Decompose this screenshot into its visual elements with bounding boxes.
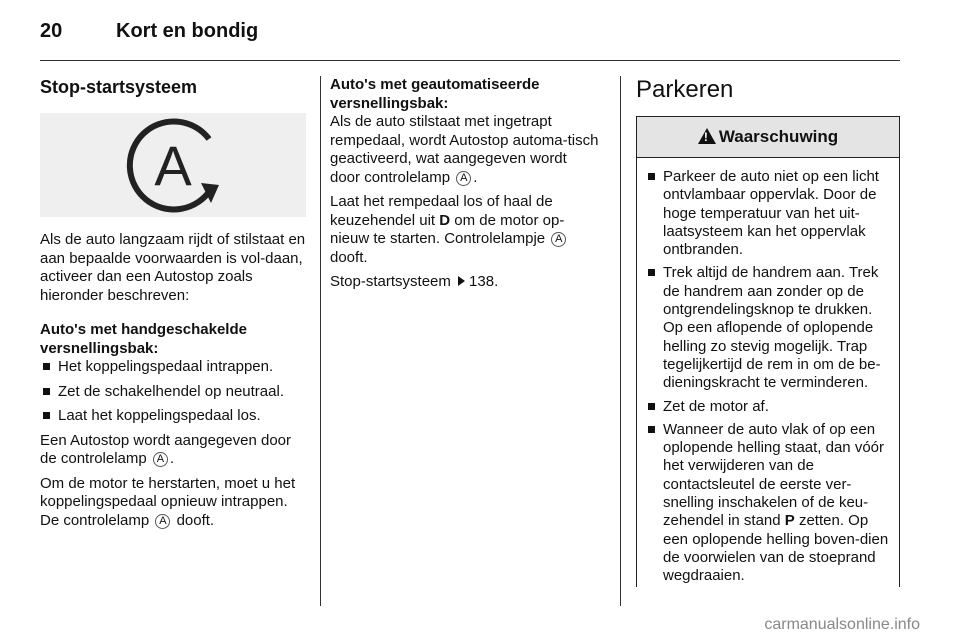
bullet-icon (648, 403, 655, 410)
cross-reference[interactable]: Stop-startsysteem 138. (330, 273, 499, 290)
autostop-indicator-icon (115, 115, 231, 215)
figure-letter: A (154, 134, 192, 197)
page-reference-icon (458, 276, 465, 286)
paragraph: Als de auto stilstaat met ingetrapt rempedaal, wordt Autostop automa-tisch geactiveerd, wat aangegeven wordt door controlelamp A . (330, 113, 599, 186)
paragraph: Een Autostop wordt aangegeven door de controlelamp A . (40, 431, 292, 467)
warning-body (637, 158, 899, 586)
autostop-figure (40, 113, 306, 217)
list-item: Laat het koppelingspedaal los. (40, 407, 306, 426)
page-number: 20 (40, 20, 63, 42)
intro-text: Als de auto langzaam rijdt of stilstaat en aan bepaalde voorwaarden is vol-daan, activeer dan een Autostop zoals hieronder beschreven: (40, 231, 306, 304)
warning-header: !Waarschuwing (637, 117, 899, 158)
autostop-lamp-icon: A (456, 171, 471, 186)
column-3 (636, 76, 900, 587)
list-item: Parkeer de auto niet op een licht ontvlambaar oppervlak. Door de hoge temperatuur van het uit-laatsysteem kan het oppervlak ontbranden. (645, 168, 891, 259)
chapter-title: Kort en bondig (116, 20, 259, 42)
section-title: Parkeren (636, 76, 734, 103)
autostop-lamp-icon: A (153, 452, 168, 467)
bullet-icon (648, 426, 655, 433)
autostop-lamp-icon: A (551, 232, 566, 247)
warning-box (636, 116, 900, 587)
manual-heading: Auto's met handgeschakelde versnellingsbak: (40, 321, 247, 357)
section-title: Stop-startsysteem (40, 77, 198, 97)
paragraph: Om de motor te herstarten, moet u het koppelingspedaal opnieuw intrappen. De controlelamp A dooft. (40, 474, 296, 529)
warning-icon (698, 128, 716, 144)
column-1 (40, 76, 306, 536)
list-item: Zet de motor af. (645, 398, 891, 416)
bullet-icon (648, 269, 655, 276)
autostop-lamp-icon: A (155, 514, 170, 529)
bullet-icon (43, 412, 50, 419)
bullet-icon (43, 388, 50, 395)
column-2 (330, 76, 600, 298)
paragraph: Laat het rempedaal los of haal de keuzehendel uit D om de motor op-nieuw te starten. Controlelampje A dooft. (330, 193, 565, 266)
bullet-icon (43, 363, 50, 370)
column-divider (320, 76, 321, 606)
list-item: Wanneer de auto vlak of op een oplopende helling staat, dan vóór het verwijderen van de contactsleutel de eerste ver-snelling inschakelen of de keu-zehendel in stand P zetten. Op een oplopende helling boven-dien de voorwielen van de stoeprand wegdraaien. (645, 421, 891, 586)
list-item: Trek altijd de handrem aan. Trek de handrem aan zonder op de ontgrendelingsknop te drukken. Op een aflopende of oplopende helling zo stevig mogelijk. Trap tegelijkertijd de rem in om de be-dieningskracht te verminderen. (645, 264, 891, 392)
auto-heading: Auto's met geautomatiseerde versnellingsbak: (330, 76, 540, 112)
footer-watermark: carmanualsonline.info (764, 616, 920, 633)
list-item: Zet de schakelhendel op neutraal. (40, 383, 306, 402)
list-item: Het koppelingspedaal intrappen. (40, 358, 306, 377)
bullet-icon (648, 173, 655, 180)
column-divider (620, 76, 621, 606)
header-rule (40, 60, 900, 61)
